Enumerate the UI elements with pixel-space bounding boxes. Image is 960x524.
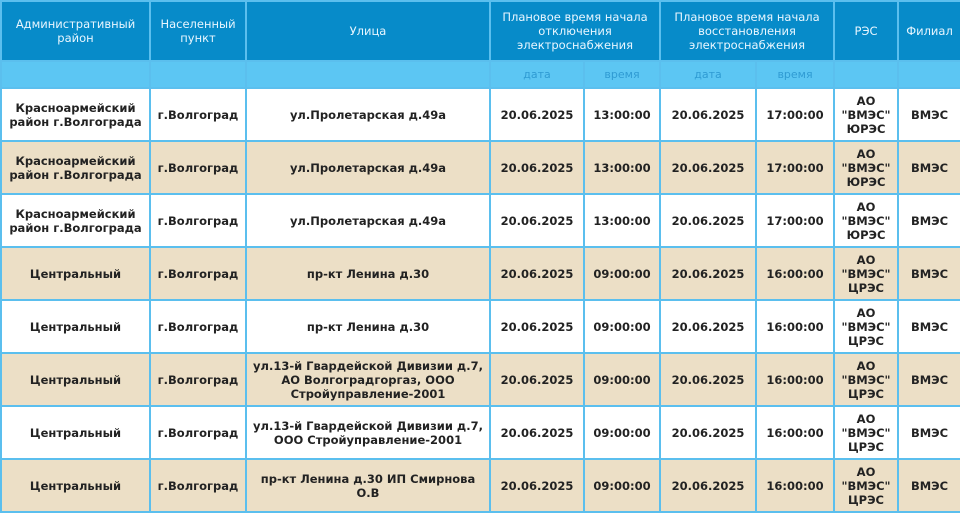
- cell-district: Красноармейский район г.Волгограда: [1, 141, 150, 194]
- cell-res: АО "ВМЭС" ЮРЭС: [834, 194, 898, 247]
- cell-locality: г.Волгоград: [150, 141, 246, 194]
- cell-on-date: 20.06.2025: [660, 194, 756, 247]
- cell-district: Центральный: [1, 247, 150, 300]
- cell-street: пр-кт Ленина д.30: [246, 300, 490, 353]
- cell-off-date: 20.06.2025: [490, 141, 584, 194]
- cell-branch: ВМЭС: [898, 300, 960, 353]
- cell-off-date: 20.06.2025: [490, 353, 584, 406]
- cell-res: АО "ВМЭС" ЦРЭС: [834, 353, 898, 406]
- cell-on-date: 20.06.2025: [660, 88, 756, 141]
- cell-on-time: 16:00:00: [756, 459, 834, 512]
- cell-on-date: 20.06.2025: [660, 406, 756, 459]
- cell-branch: ВМЭС: [898, 406, 960, 459]
- table-row: [1, 353, 960, 406]
- cell-on-date: 20.06.2025: [660, 247, 756, 300]
- cell-district: Центральный: [1, 459, 150, 512]
- table-row: [1, 88, 960, 141]
- cell-on-time: 16:00:00: [756, 300, 834, 353]
- cell-on-date: 20.06.2025: [660, 459, 756, 512]
- cell-district: Красноармейский район г.Волгограда: [1, 88, 150, 141]
- cell-res: АО "ВМЭС" ЦРЭС: [834, 406, 898, 459]
- cell-branch: ВМЭС: [898, 88, 960, 141]
- cell-branch: ВМЭС: [898, 459, 960, 512]
- header-restore-start: Плановое время начала восстановления электроснабжения: [660, 1, 834, 61]
- cell-off-date: 20.06.2025: [490, 88, 584, 141]
- cell-district: Центральный: [1, 406, 150, 459]
- cell-res: АО "ВМЭС" ЦРЭС: [834, 459, 898, 512]
- subheader-on-date: дата: [660, 61, 756, 88]
- cell-off-date: 20.06.2025: [490, 459, 584, 512]
- header-res: РЭС: [834, 1, 898, 61]
- subheader-off-date: дата: [490, 61, 584, 88]
- cell-off-time: 09:00:00: [584, 300, 660, 353]
- subheader-on-time: время: [756, 61, 834, 88]
- cell-street: ул.13-й Гвардейской Дивизии д.7, АО Волгоградгоргаз, ООО Стройуправление-2001: [246, 353, 490, 406]
- cell-off-date: 20.06.2025: [490, 194, 584, 247]
- header-off-start: Плановое время начала отключения электроснабжения: [490, 1, 660, 61]
- cell-on-time: 17:00:00: [756, 194, 834, 247]
- cell-off-time: 13:00:00: [584, 88, 660, 141]
- table-row: [1, 406, 960, 459]
- cell-on-time: 16:00:00: [756, 353, 834, 406]
- subheader-row: [1, 61, 960, 88]
- subheader-empty: [246, 61, 490, 88]
- cell-off-time: 09:00:00: [584, 353, 660, 406]
- cell-off-time: 09:00:00: [584, 406, 660, 459]
- cell-branch: ВМЭС: [898, 141, 960, 194]
- cell-street: пр-кт Ленина д.30: [246, 247, 490, 300]
- cell-on-time: 16:00:00: [756, 406, 834, 459]
- cell-locality: г.Волгоград: [150, 247, 246, 300]
- subheader-empty: [834, 61, 898, 88]
- cell-branch: ВМЭС: [898, 247, 960, 300]
- cell-on-date: 20.06.2025: [660, 353, 756, 406]
- header-branch: Филиал: [898, 1, 960, 61]
- table-row: [1, 194, 960, 247]
- cell-on-date: 20.06.2025: [660, 141, 756, 194]
- subheader-off-time: время: [584, 61, 660, 88]
- cell-street: ул.Пролетарская д.49а: [246, 141, 490, 194]
- cell-locality: г.Волгоград: [150, 353, 246, 406]
- cell-on-date: 20.06.2025: [660, 300, 756, 353]
- subheader-empty: [1, 61, 150, 88]
- table-body: [1, 88, 960, 512]
- cell-locality: г.Волгоград: [150, 194, 246, 247]
- cell-branch: ВМЭС: [898, 353, 960, 406]
- subheader-empty: [150, 61, 246, 88]
- subheader-empty: [898, 61, 960, 88]
- cell-district: Центральный: [1, 353, 150, 406]
- cell-off-date: 20.06.2025: [490, 406, 584, 459]
- table-row: [1, 247, 960, 300]
- cell-street: ул.13-й Гвардейской Дивизии д.7, ООО Стройуправление-2001: [246, 406, 490, 459]
- cell-off-time: 09:00:00: [584, 247, 660, 300]
- header-street: Улица: [246, 1, 490, 61]
- cell-on-time: 17:00:00: [756, 88, 834, 141]
- cell-res: АО "ВМЭС" ЦРЭС: [834, 247, 898, 300]
- cell-off-date: 20.06.2025: [490, 247, 584, 300]
- cell-locality: г.Волгоград: [150, 406, 246, 459]
- cell-off-time: 13:00:00: [584, 141, 660, 194]
- cell-branch: ВМЭС: [898, 194, 960, 247]
- cell-locality: г.Волгоград: [150, 300, 246, 353]
- cell-off-date: 20.06.2025: [490, 300, 584, 353]
- table-row: [1, 141, 960, 194]
- cell-locality: г.Волгоград: [150, 459, 246, 512]
- cell-district: Центральный: [1, 300, 150, 353]
- cell-locality: г.Волгоград: [150, 88, 246, 141]
- cell-district: Красноармейский район г.Волгограда: [1, 194, 150, 247]
- cell-street: ул.Пролетарская д.49а: [246, 194, 490, 247]
- cell-off-time: 13:00:00: [584, 194, 660, 247]
- cell-res: АО "ВМЭС" ЮРЭС: [834, 141, 898, 194]
- cell-res: АО "ВМЭС" ЮРЭС: [834, 88, 898, 141]
- cell-street: пр-кт Ленина д.30 ИП Смирнова О.В: [246, 459, 490, 512]
- table-row: [1, 300, 960, 353]
- header-locality: Населенный пункт: [150, 1, 246, 61]
- cell-res: АО "ВМЭС" ЦРЭС: [834, 300, 898, 353]
- cell-street: ул.Пролетарская д.49а: [246, 88, 490, 141]
- header-district: Административный район: [1, 1, 150, 61]
- cell-off-time: 09:00:00: [584, 459, 660, 512]
- cell-on-time: 17:00:00: [756, 141, 834, 194]
- cell-on-time: 16:00:00: [756, 247, 834, 300]
- table-row: [1, 459, 960, 512]
- header-row: [1, 1, 960, 61]
